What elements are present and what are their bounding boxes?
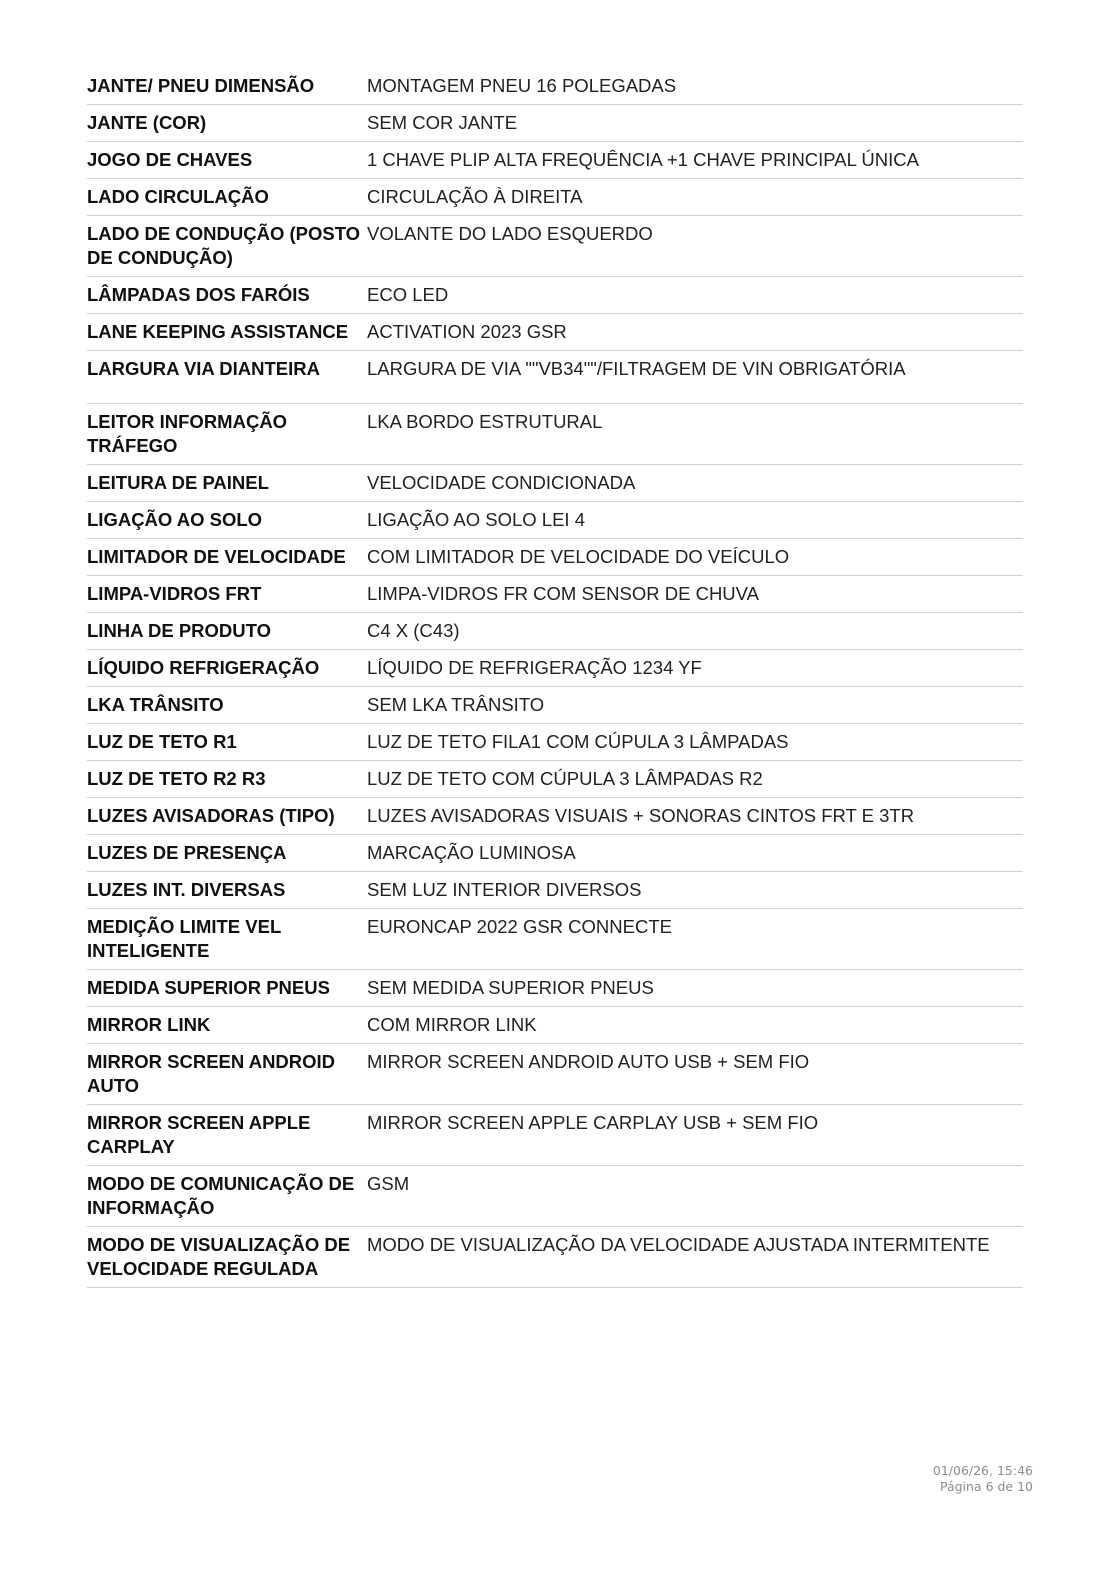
row-value: LIMPA-VIDROS FR COM SENSOR DE CHUVA xyxy=(367,583,759,604)
row-label: JOGO DE CHAVES xyxy=(87,149,253,170)
table-row xyxy=(87,502,1023,539)
table-row xyxy=(87,1166,1023,1227)
table-row xyxy=(87,105,1023,142)
table-row xyxy=(87,798,1023,835)
table-row xyxy=(87,724,1023,761)
table-row xyxy=(87,650,1023,687)
row-label: MIRROR SCREEN APPLE CARPLAY xyxy=(87,1112,311,1157)
row-label: LEITURA DE PAINEL xyxy=(87,472,269,493)
row-label: LUZ DE TETO R2 R3 xyxy=(87,768,266,789)
table-row xyxy=(87,909,1023,970)
row-label: LUZES INT. DIVERSAS xyxy=(87,879,286,900)
row-value: SEM LKA TRÂNSITO xyxy=(367,694,545,715)
row-value: LKA BORDO ESTRUTURAL xyxy=(367,411,603,432)
row-label: LKA TRÂNSITO xyxy=(87,694,224,715)
table-row xyxy=(87,277,1023,314)
table-row xyxy=(87,1044,1023,1105)
row-value: 1 CHAVE PLIP ALTA FREQUÊNCIA +1 CHAVE PRINCIPAL ÚNICA xyxy=(367,149,919,170)
row-label: LUZES DE PRESENÇA xyxy=(87,842,287,863)
table-row xyxy=(87,1007,1023,1044)
row-value: ECO LED xyxy=(367,284,449,305)
row-value: GSM xyxy=(367,1173,410,1194)
row-value: SEM LUZ INTERIOR DIVERSOS xyxy=(367,879,642,900)
footer-timestamp: 01/06/26, 15:46 xyxy=(932,1463,1033,1478)
row-label: LÂMPADAS DOS FARÓIS xyxy=(87,284,310,305)
table-row xyxy=(87,872,1023,909)
row-value: CIRCULAÇÃO À DIREITA xyxy=(367,186,583,207)
table-row xyxy=(87,970,1023,1007)
spec-table xyxy=(87,68,1023,1288)
row-label: MODO DE COMUNICAÇÃO DE INFORMAÇÃO xyxy=(87,1173,355,1218)
row-value: EURONCAP 2022 GSR CONNECTE xyxy=(367,916,672,937)
table-row xyxy=(87,835,1023,872)
row-value: MONTAGEM PNEU 16 POLEGADAS xyxy=(367,75,677,96)
row-value: LUZ DE TETO FILA1 COM CÚPULA 3 LÂMPADAS xyxy=(367,731,789,752)
table-row xyxy=(87,613,1023,650)
table-row xyxy=(87,314,1023,351)
row-value: MARCAÇÃO LUMINOSA xyxy=(367,842,576,863)
table-row xyxy=(87,687,1023,724)
row-value: LIGAÇÃO AO SOLO LEI 4 xyxy=(367,509,585,530)
row-label: LANE KEEPING ASSISTANCE xyxy=(87,321,349,342)
row-label: LADO CIRCULAÇÃO xyxy=(87,186,269,207)
table-row xyxy=(87,404,1023,465)
row-value: MODO DE VISUALIZAÇÃO DA VELOCIDADE AJUSTADA INTERMITENTE xyxy=(367,1234,990,1255)
table-row xyxy=(87,179,1023,216)
row-label: LARGURA VIA DIANTEIRA xyxy=(87,358,320,379)
row-label: JANTE/ PNEU DIMENSÃO xyxy=(87,75,315,96)
row-label: LIMPA-VIDROS FRT xyxy=(87,583,262,604)
row-label: MIRROR SCREEN ANDROID AUTO xyxy=(87,1051,336,1096)
table-row xyxy=(87,68,1023,105)
row-label: LÍQUIDO REFRIGERAÇÃO xyxy=(87,657,320,678)
row-label: LUZ DE TETO R1 xyxy=(87,731,237,752)
table-row xyxy=(87,351,1023,404)
page-footer xyxy=(933,1463,1033,1495)
row-value: MIRROR SCREEN ANDROID AUTO USB + SEM FIO xyxy=(367,1051,810,1072)
row-label: MIRROR LINK xyxy=(87,1014,211,1035)
table-row xyxy=(87,761,1023,798)
footer-page-number: Página 6 de 10 xyxy=(939,1479,1033,1494)
row-label: LUZES AVISADORAS (TIPO) xyxy=(87,805,335,826)
row-value: SEM COR JANTE xyxy=(367,112,518,133)
row-label: LINHA DE PRODUTO xyxy=(87,620,271,641)
row-label: LIMITADOR DE VELOCIDADE xyxy=(87,546,346,567)
table-row xyxy=(87,576,1023,613)
row-label: MODO DE VISUALIZAÇÃO DE VELOCIDADE REGULADA xyxy=(87,1234,351,1279)
row-value: COM LIMITADOR DE VELOCIDADE DO VEÍCULO xyxy=(367,546,790,567)
row-value: VELOCIDADE CONDICIONADA xyxy=(367,472,636,493)
row-value: LARGURA DE VIA ""VB34""/FILTRAGEM DE VIN OBRIGATÓRIA xyxy=(367,358,906,379)
row-label: LEITOR INFORMAÇÃO TRÁFEGO xyxy=(87,411,288,456)
table-row xyxy=(87,1227,1023,1288)
row-value: ACTIVATION 2023 GSR xyxy=(367,321,567,342)
row-value: COM MIRROR LINK xyxy=(367,1014,537,1035)
row-label: JANTE (COR) xyxy=(87,112,207,133)
table-row xyxy=(87,1105,1023,1166)
row-value: MIRROR SCREEN APPLE CARPLAY USB + SEM FIO xyxy=(367,1112,819,1133)
table-row xyxy=(87,539,1023,576)
table-row xyxy=(87,216,1023,277)
row-label: MEDIDA SUPERIOR PNEUS xyxy=(87,977,330,998)
row-label: LADO DE CONDUÇÃO (POSTO DE CONDUÇÃO) xyxy=(87,223,361,268)
row-label: LIGAÇÃO AO SOLO xyxy=(87,509,263,530)
row-value: C4 X (C43) xyxy=(367,620,460,641)
row-value: LUZES AVISADORAS VISUAIS + SONORAS CINTOS FRT E 3TR xyxy=(367,805,915,826)
row-value: LUZ DE TETO COM CÚPULA 3 LÂMPADAS R2 xyxy=(367,768,763,789)
table-row xyxy=(87,465,1023,502)
row-label: MEDIÇÃO LIMITE VEL INTELIGENTE xyxy=(87,916,281,961)
row-value: LÍQUIDO DE REFRIGERAÇÃO 1234 YF xyxy=(367,657,702,678)
row-value: VOLANTE DO LADO ESQUERDO xyxy=(367,223,653,244)
row-value: SEM MEDIDA SUPERIOR PNEUS xyxy=(367,977,654,998)
table-row xyxy=(87,142,1023,179)
